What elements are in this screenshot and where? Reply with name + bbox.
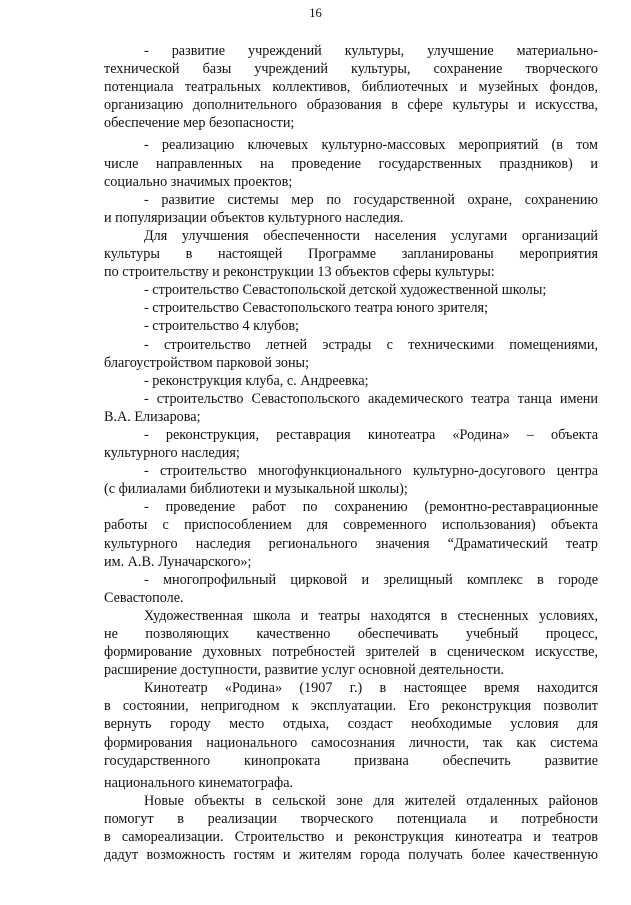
text-line: формирования национального самосознания личности, так как система <box>104 734 598 751</box>
text-line: - развитие системы мер по государственной охране, сохранению <box>144 191 598 208</box>
text-line: Кинотеатр «Родина» (1907 г.) в настоящее время находится <box>144 680 598 697</box>
text-line: Новые объекты в сельской зоне для жителей отдаленных районов <box>144 792 598 809</box>
text-line: и популяризации объектов культурного наследия. <box>104 209 404 226</box>
text-line: Для улучшения обеспеченности населения услугами организаций <box>144 227 598 244</box>
text-line: им. А.В. Луначарского»; <box>104 553 252 570</box>
text-line: государственного кинопроката призвана обеспечить развитие <box>104 752 598 769</box>
text-line: числе направленных на проведение государственных праздников) и <box>104 155 598 172</box>
text-line: - строительство 4 клубов; <box>144 318 299 335</box>
text-line: - многопрофильный цирковой и зрелищный комплекс в городе <box>144 571 598 588</box>
body-text <box>104 42 598 864</box>
text-line: Художественная школа и театры находятся в стесненных условиях, <box>144 607 598 624</box>
text-line: технической базы учреждений культуры, сохранение творческого <box>104 61 598 78</box>
text-line: - реконструкция клуба, с. Андреевка; <box>144 372 369 389</box>
text-line: помогут в реализации творческого потенциала и потребности <box>104 810 598 827</box>
text-line: - реализацию ключевых культурно-массовых мероприятий (в том <box>144 137 598 154</box>
text-line: - развитие учреждений культуры, улучшение материально- <box>144 43 598 59</box>
text-line: - реконструкция, реставрация кинотеатра «Родина» – объекта <box>144 426 598 443</box>
text-line: обеспечение мер безопасности; <box>104 115 295 132</box>
text-line: расширение доступности, развитие услуг основной деятельности. <box>104 662 505 679</box>
text-line: - строительство Севастопольского театра юного зрителя; <box>144 300 489 317</box>
text-line: (с филиалами библиотеки и музыкальной школы); <box>104 481 408 498</box>
text-line: социально значимых проектов; <box>104 173 293 190</box>
text-line: - строительство летней эстрады с техническими помещениями, <box>144 336 598 353</box>
text-line: работы с приспособлением для современного использования) объекта <box>104 517 598 534</box>
text-line: не позволяющих качественно обеспечивать учебный процесс, <box>104 626 598 642</box>
text-line: благоустройством парковой зоны; <box>104 354 310 371</box>
text-line: - строительство многофункционального культурно-досугового центра <box>144 463 598 480</box>
text-line: - строительство Севастопольской детской художественной школы; <box>144 282 547 299</box>
text-line: потенциала театральных коллективов, библиотечных и музейных фондов, <box>104 79 598 96</box>
text-line: Севастополе. <box>104 589 184 606</box>
text-line: вернуть городу место отдыха, создаст необходимые условия для <box>104 716 598 733</box>
text-line: В.А. Елизарова; <box>104 408 201 425</box>
text-line: культурного наследия; <box>104 445 240 462</box>
page-number: 16 <box>309 6 322 20</box>
text-line: в самореализации. Строительство и реконструкция кинотеатра и театров <box>104 829 598 846</box>
text-line: формирование духовных потребностей зрителей в сценическом искусстве, <box>104 644 598 661</box>
text-line: - строительство Севастопольского академического театра танца имени <box>144 390 598 407</box>
text-line: организацию дополнительного образования в сфере культуры и искусства, <box>104 97 598 114</box>
text-line: в состоянии, непригодном к эксплуатации. Его реконструкция позволит <box>104 698 598 715</box>
text-line: по строительству и реконструкции 13 объектов сферы культуры: <box>104 264 495 281</box>
text-line: культурного наследия регионального значения “Драматический театр <box>104 535 598 552</box>
text-line: культуры в настоящей Программе запланированы мероприятия <box>104 246 598 263</box>
text-line: - проведение работ по сохранению (ремонтно-реставрационные <box>144 499 598 516</box>
text-line: дадут возможность гостям и жителям города получать более качественную <box>104 847 598 864</box>
text-line: национального кинематографа. <box>104 774 294 791</box>
